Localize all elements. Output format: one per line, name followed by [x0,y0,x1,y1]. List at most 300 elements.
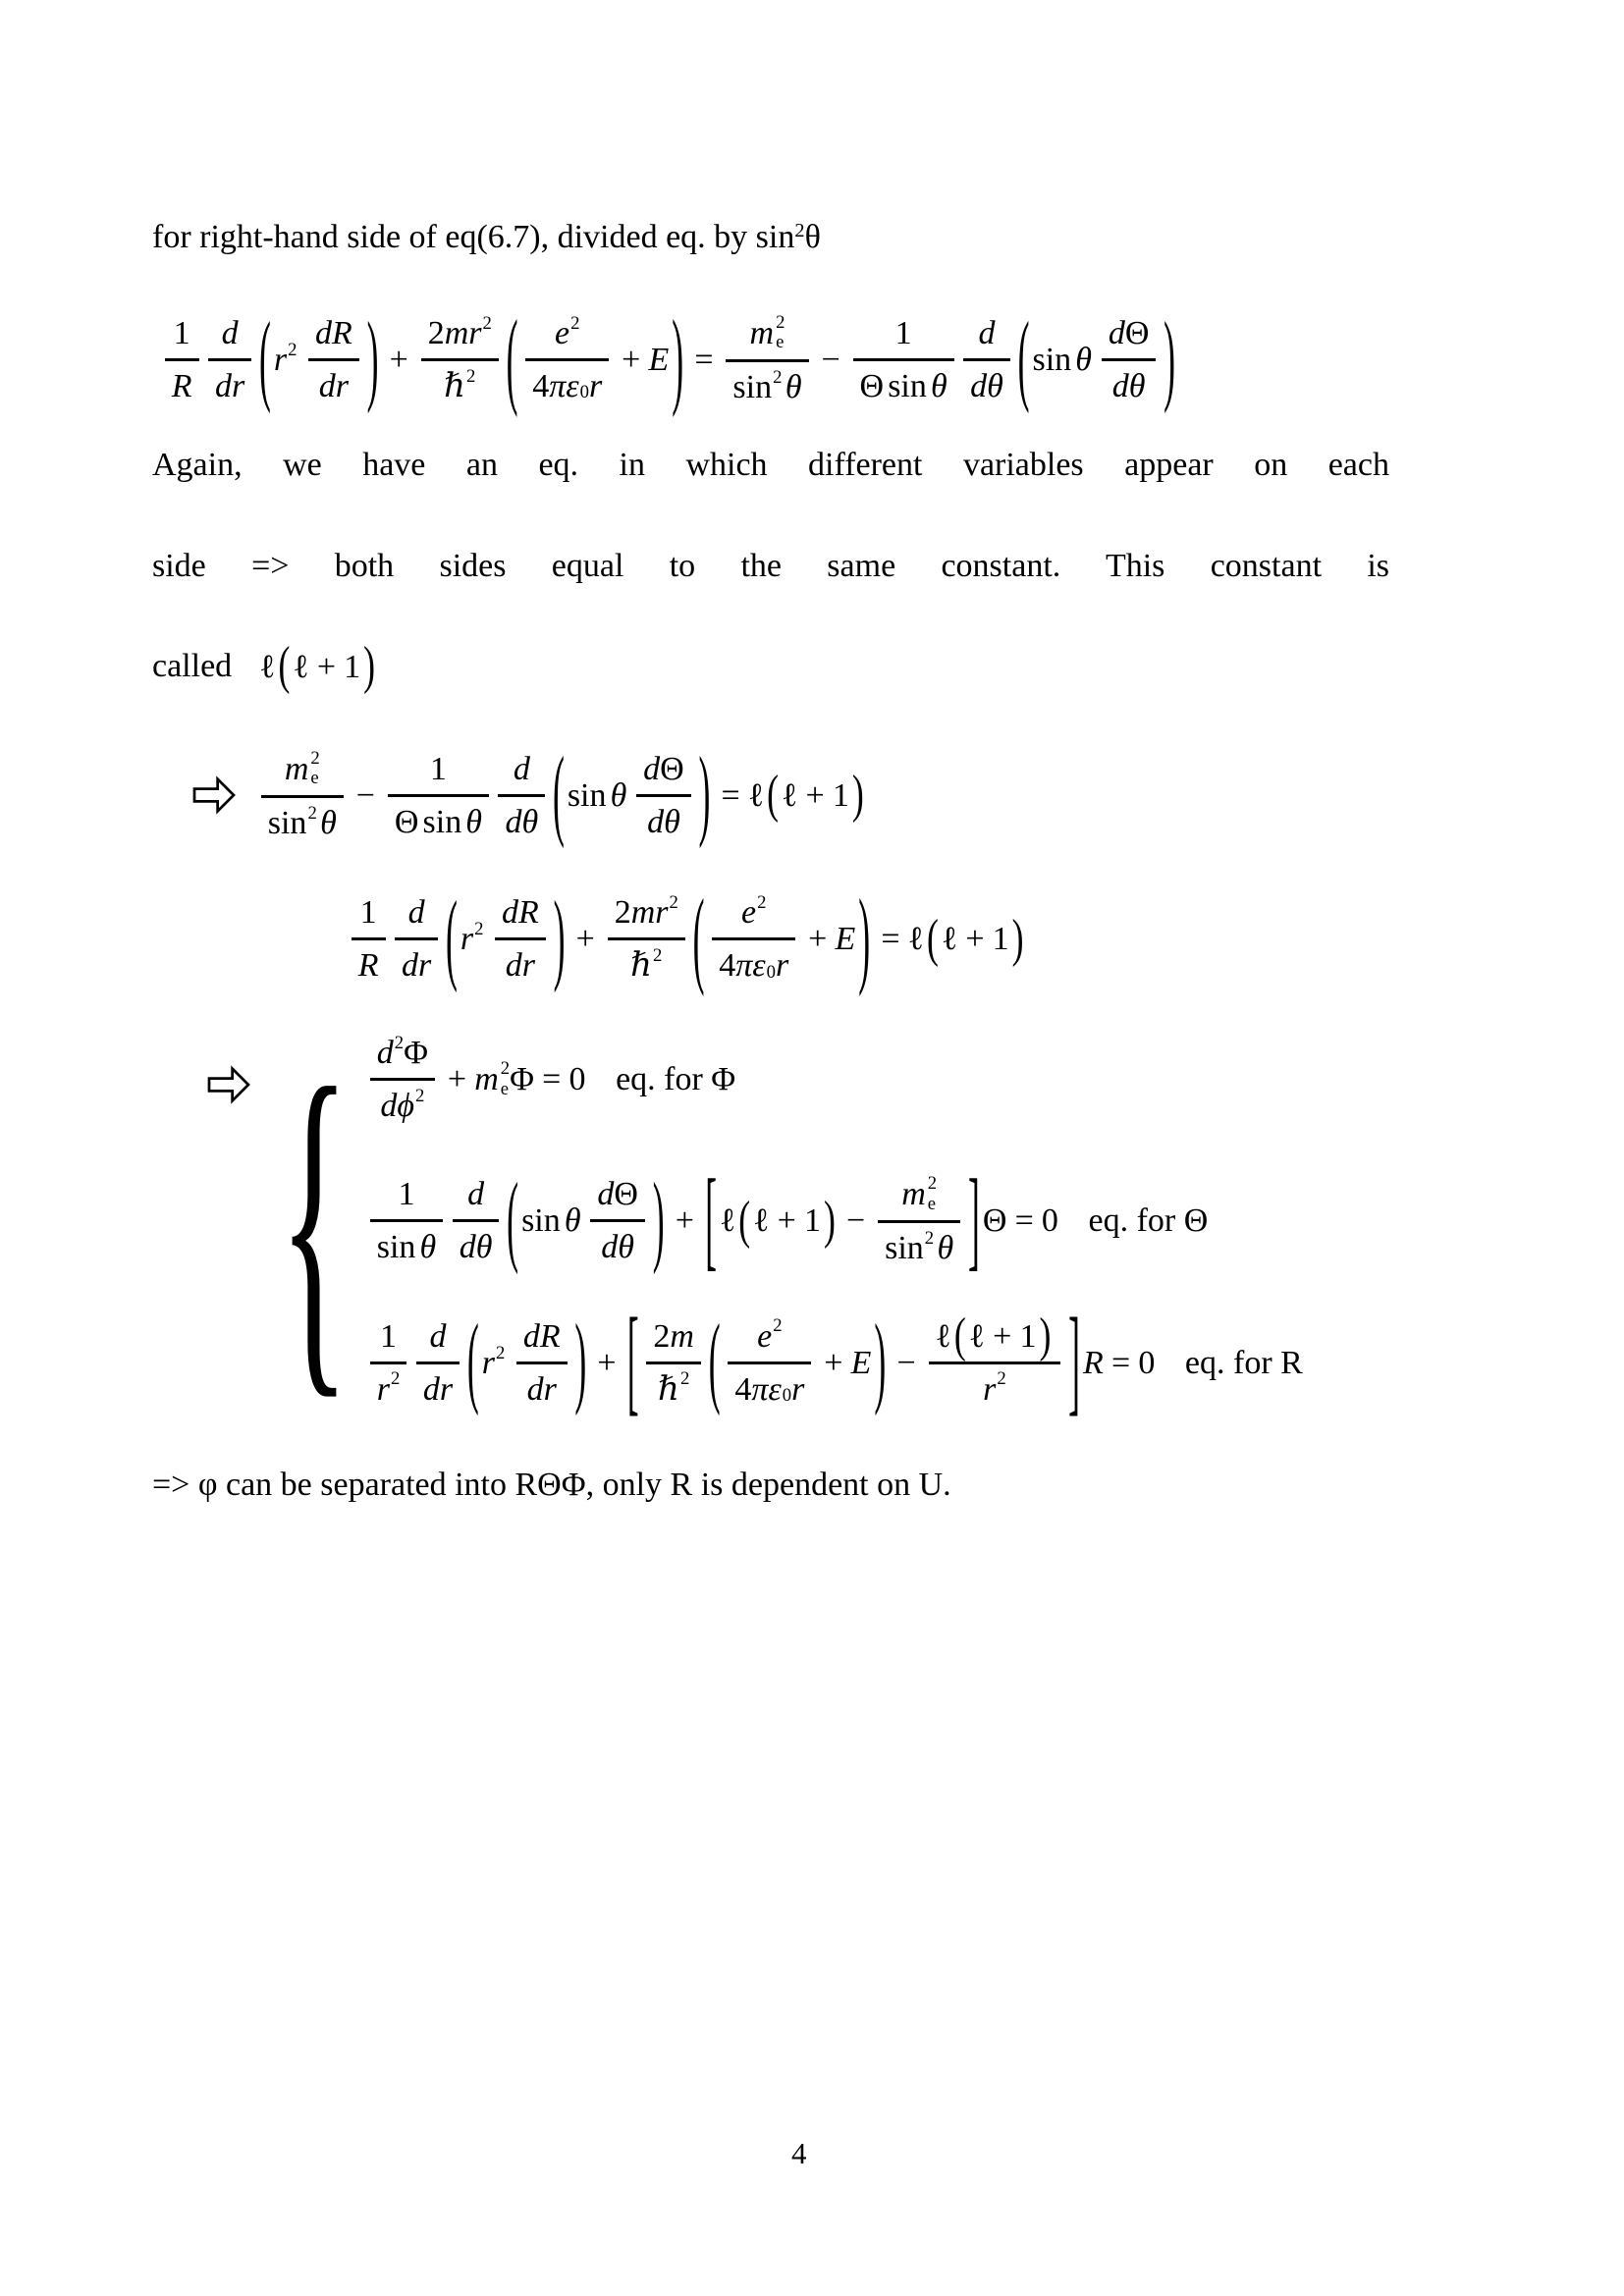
fraction-numerator [636,744,691,794]
math-var: πε [751,1370,782,1408]
math-var: r [481,1344,495,1381]
stretch-delimiter: [ [705,1155,717,1282]
superscript: 2 [390,1368,401,1390]
math-var: r [791,1370,805,1408]
math-text: ℓ [941,920,958,957]
math-text: 1 [992,920,1009,957]
subscript: 0 [579,382,590,403]
math-var: d [597,1176,615,1213]
fraction-numerator [308,308,359,358]
math-operator: − [846,1202,866,1240]
fraction-denominator [208,361,251,411]
math-var: θ [930,367,947,404]
math-var: d [429,1317,447,1355]
fraction [712,887,795,990]
stretch-delimiter: ) [851,765,864,825]
stack-sup: 2 [776,311,785,333]
math-operator: = [1110,1344,1131,1381]
superscript: 2 [394,1032,405,1053]
superscript: 2 [757,891,767,913]
fraction-denominator [416,1364,460,1415]
fraction-denominator [352,940,386,990]
math-var: mr [444,314,482,351]
implies-arrow-shape [209,1069,248,1101]
subscript: 0 [782,1385,792,1407]
math-var: dR [315,314,352,351]
math-var: d [978,314,996,351]
math-space [1092,359,1097,360]
stretch-delimiter: ) [366,299,379,414]
stretch-delimiter: ( [1017,299,1030,414]
equation-phi [365,1028,1303,1131]
math-var: dr [318,367,350,404]
stretch-delimiter: ( [767,765,780,825]
math-operator: + [622,341,641,378]
math-text: 2 [427,314,445,351]
page-number: 4 [791,2136,807,2170]
math-text: ℓ [293,648,309,685]
stretch-delimiter: ] [967,1155,980,1282]
system-equations [365,1028,1303,1427]
math-var: e [555,314,570,351]
fraction [370,1028,435,1131]
math-text: sin [376,1229,416,1266]
fraction [853,308,954,411]
superscript: 2 [482,312,492,334]
math-operator: − [896,1344,916,1381]
fraction [878,1168,960,1273]
fraction [728,1311,811,1415]
math-space [581,1220,586,1221]
fraction-numerator [278,743,327,795]
fraction-numerator [373,1311,404,1362]
fraction-numerator [590,1169,645,1219]
fraction-numerator [391,1169,421,1219]
math-text: sin [1032,341,1072,378]
fraction-denominator [623,940,669,990]
math-text: 2 [653,1317,671,1355]
fraction-numerator [421,308,499,358]
math-var: E [835,920,856,957]
fraction [165,308,199,411]
math-var: d [221,314,239,351]
math-text: 1 [173,314,190,351]
math-text: 4 [532,367,550,404]
fraction [608,887,685,990]
superscript: 2 [773,1315,783,1337]
superscript: 2 [474,919,484,940]
superscript: 2 [669,891,678,913]
math-text: 4 [719,947,736,985]
math-text: 1 [832,776,849,814]
math-operator: − [355,776,375,814]
stretch-delimiter: ) [574,1303,587,1417]
stretch-delimiter: ) [1039,1307,1052,1362]
fraction-numerator [743,307,792,359]
math-var: r [589,367,603,404]
fraction-denominator [726,362,808,412]
math-operator: + [965,920,985,957]
math-text: 0 [568,1061,586,1098]
superscript: 2 [679,1368,690,1390]
math-text: 1 [803,1202,821,1240]
math-text: 1 [1019,1317,1037,1355]
math-var: dθ [970,367,1003,404]
stretch-delimiter: ( [278,635,291,695]
stack-sup: 2 [500,1058,511,1080]
math-var: ϕ [397,1088,414,1125]
intro-theta: θ [804,219,821,255]
fraction-numerator [422,1311,453,1362]
stretch-delimiter: ( [466,1303,479,1417]
fraction [395,887,438,990]
fraction [1102,308,1157,411]
math-text: 0 [1138,1344,1156,1381]
stretch-delimiter: ( [552,735,565,850]
math-var: m [284,750,309,787]
superscript: 2 [495,1342,506,1363]
stack-sub: e [776,332,785,353]
math-var: r [273,341,288,378]
fraction-numerator [370,1028,435,1078]
math-operator: − [821,341,840,378]
fraction [525,308,609,411]
math-text: sin [521,1202,561,1240]
math-var: d [513,750,530,787]
equation-label: eq. for Φ [616,1061,736,1098]
math-var: m [901,1176,926,1213]
math-var: e [741,893,757,931]
superscript: 2 [653,944,663,966]
math-var: dr [402,947,432,985]
paragraph-line-1: Again, we have an eq. in which different variables appear on each [152,447,1389,484]
math-var: E [648,341,670,378]
equation-label: eq. for R [1184,1344,1303,1381]
fraction [453,1169,500,1272]
fraction-numerator [353,887,384,937]
math-text: Φ [404,1035,428,1072]
stretch-delimiter: ) [823,1190,836,1250]
fraction-denominator [312,361,355,411]
math-operator: = [542,1061,562,1098]
superscript: 2 [288,340,298,361]
fraction-denominator [520,1364,564,1415]
math-operator: = [694,341,714,378]
fraction-denominator [525,361,609,411]
fraction-numerator [972,308,1002,358]
fraction-denominator [640,797,687,847]
math-text: Θ [982,1202,1007,1240]
math-space [483,938,490,939]
math-var: R [1083,1344,1104,1381]
fraction-denominator [370,1364,407,1415]
fraction-numerator [889,308,919,358]
fraction-denominator [453,1222,500,1272]
implication-theta-equation [191,735,1389,850]
implies-arrow-icon [191,775,237,815]
fraction-numerator [460,1169,491,1219]
math-var: dr [215,367,245,404]
superscript: 2 [997,1368,1006,1390]
superscript: 2 [307,802,317,824]
stretch-delimiter: ( [708,1303,721,1417]
math-text: ℓ [259,648,276,685]
stretch-delimiter: ( [506,295,518,418]
fraction-numerator [507,744,537,794]
math-operator: + [447,1061,467,1098]
math-operator: + [597,1344,617,1381]
fraction-denominator [395,940,438,990]
math-var: mr [630,893,669,931]
fraction [308,308,359,411]
fraction [421,308,499,411]
stretch-delimiter: ( [507,1161,519,1276]
math-var: dr [526,1370,557,1408]
fraction-denominator [498,797,545,847]
fraction-denominator [853,361,954,411]
fraction [352,887,386,990]
math-text: sin [567,776,607,814]
fraction [495,887,546,990]
fraction-numerator [402,887,432,937]
fraction-denominator [437,361,482,411]
math-text: 1 [380,1317,398,1355]
superscript: 2 [794,219,805,241]
math-text: 1 [359,893,377,931]
stack-sub: e [310,768,319,789]
math-text: 2 [614,893,631,931]
math-text: ℓ [782,776,798,814]
math-operator: + [575,920,595,957]
superscript: 2 [773,366,783,388]
math-operator: = [1014,1202,1034,1240]
math-var: r [376,1370,390,1408]
math-var: r [776,947,789,985]
stretch-delimiter: [ [626,1293,639,1427]
stretch-delimiter: ] [1068,1293,1081,1427]
math-operator: + [824,1344,843,1381]
supsub-stack [501,1059,510,1099]
math-space [626,795,631,796]
math-var: πε [735,947,766,985]
math-var: d [380,1088,398,1125]
superscript: 2 [570,312,580,334]
math-var: θ [937,1230,954,1267]
stretch-delimiter: ( [446,880,458,994]
intro-line [152,218,1389,258]
equation-label: eq. for Θ [1088,1202,1209,1240]
fraction-numerator [750,1311,788,1362]
fraction [590,1169,645,1272]
math-text: Φ [510,1061,534,1098]
math-operator: + [805,776,825,814]
fraction-denominator [261,798,344,848]
fraction-numerator [495,887,546,937]
math-var: dr [505,947,536,985]
superscript: 2 [466,365,476,387]
math-text: 0 [1041,1202,1058,1240]
fraction-denominator [388,797,489,847]
math-var: E [850,1344,872,1381]
equation-theta-constant [256,735,867,850]
stretch-delimiter: ( [738,1190,751,1250]
stretch-delimiter: ) [672,295,684,418]
math-var: dθ [1111,367,1146,404]
supsub-stack [310,749,319,789]
superscript: 2 [414,1085,425,1106]
equation-theta [365,1155,1303,1282]
stretch-delimiter: ) [1164,299,1176,414]
math-var: θ [465,803,482,840]
fraction-denominator [373,1081,431,1131]
fraction [516,1311,568,1415]
math-var: m [474,1061,499,1098]
fraction [261,743,344,848]
math-text: sin [422,803,462,840]
math-text: sin [732,368,773,405]
math-text: ℓ [907,920,924,957]
stretch-delimiter: ( [953,1307,966,1362]
fraction [929,1307,1061,1415]
fraction [498,744,545,847]
paragraph-line-2: side => both sides equal to the same constant. This constant is [152,547,1389,584]
math-var: e [757,1317,773,1355]
math-text: sin [267,804,307,841]
math-var: m [749,314,775,351]
stretch-delimiter: ) [553,880,566,994]
superscript: 2 [924,1228,935,1250]
math-text: ℓ [753,1202,770,1240]
math-var: θ [610,776,627,814]
math-var: R [171,367,192,404]
fraction-numerator [734,887,773,937]
stretch-delimiter: ( [692,875,705,997]
math-text: Θ [394,803,419,840]
stretch-delimiter: ) [652,1161,665,1276]
math-text: sin [885,1230,924,1267]
implies-arrow-shape [194,779,234,812]
equation-r [365,1293,1303,1427]
stretch-delimiter: ) [698,735,711,850]
math-text: ℓ [719,1202,736,1240]
stretch-delimiter: ( [926,908,939,968]
math-var: R [357,947,379,985]
math-var: r [460,920,474,957]
fraction-numerator [548,308,586,358]
fraction-denominator [712,940,795,990]
math-text: Θ [660,750,684,787]
fraction-denominator [878,1223,960,1273]
math-var: θ [564,1202,581,1240]
intro-text: for right-hand side of eq(6.7), divided eq. by sin [152,219,795,255]
math-operator: = [881,920,900,957]
paragraph-line-3 [152,635,1389,695]
stack-sub: e [500,1078,510,1099]
math-text: sin [888,367,927,404]
math-text: 1 [429,750,447,787]
fraction-numerator [929,1307,1061,1362]
fraction [646,1311,701,1415]
fraction [370,1169,443,1272]
math-var: θ [785,368,802,405]
fraction [370,1311,407,1415]
stretch-delimiter: ) [874,1303,887,1417]
stack-sup: 2 [310,747,320,769]
math-operator: + [316,648,336,685]
stretch-delimiter: ) [363,635,376,695]
math-text: Θ [859,367,885,404]
subscript: 0 [766,961,777,983]
math-operator: + [993,1317,1012,1355]
constant-math [259,635,378,695]
math-var: θ [320,804,337,841]
fraction [636,744,691,847]
fraction-denominator [963,361,1010,411]
math-text: ℏ [658,1370,679,1408]
math-operator: + [389,341,408,378]
fraction [388,744,489,847]
fraction [726,307,808,412]
math-text: ℓ [968,1317,986,1355]
fraction-denominator [370,1222,443,1272]
math-text: 4 [734,1370,752,1408]
math-var: d [643,750,661,787]
math-text: ℏ [630,947,653,985]
implies-arrow-icon [206,1065,251,1104]
math-var: dR [502,893,539,931]
math-var: d [467,1176,485,1213]
fraction-numerator [423,744,454,794]
fraction-denominator [165,361,199,411]
called-label: called [152,648,233,685]
fraction-numerator [516,1311,568,1362]
math-space [505,1362,512,1363]
fraction-numerator [894,1168,944,1220]
fraction-denominator [1106,361,1153,411]
conclusion-line: => φ can be separated into RΘΦ, only R is dependent on U. [152,1466,951,1503]
math-text: ℓ [935,1317,951,1355]
fraction-denominator [976,1364,1013,1415]
fraction-numerator [167,308,197,358]
supsub-stack [928,1174,937,1214]
stack-sup: 2 [927,1173,938,1195]
math-var: d [1108,314,1125,351]
math-var: m [670,1317,694,1355]
math-operator: = [721,776,740,814]
stretch-delimiter: ) [1011,908,1024,968]
math-text: ℏ [444,367,466,404]
math-var: dθ [647,803,680,840]
math-text: 1 [344,648,361,685]
fraction-denominator [728,1364,811,1415]
math-operator: + [675,1202,694,1240]
stack-sub: e [927,1193,937,1214]
equation-system [206,1013,1389,1429]
fraction-numerator [608,887,685,937]
system-brace: { [279,1013,350,1429]
math-text: 1 [398,1176,415,1213]
stretch-delimiter: ( [259,299,271,414]
fraction-numerator [215,308,245,358]
math-text: Θ [614,1176,638,1213]
supsub-stack [776,313,785,353]
equation-separated-full [160,295,1389,418]
fraction-denominator [594,1222,641,1272]
math-text: Θ [1124,314,1150,351]
math-var: d [376,1035,394,1072]
page-content [152,218,1389,1506]
math-var: dR [522,1317,561,1355]
